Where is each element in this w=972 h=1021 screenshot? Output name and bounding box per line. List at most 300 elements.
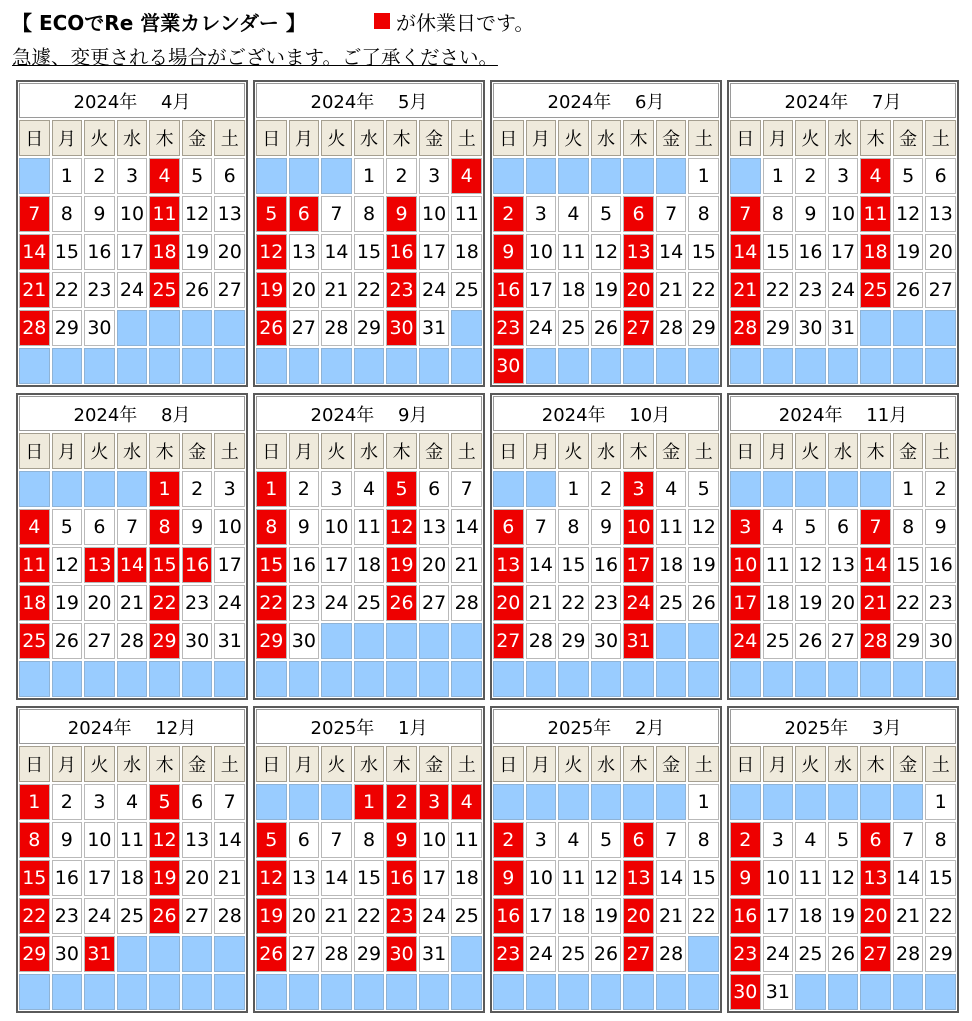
empty-cell [795,784,826,820]
empty-cell [493,974,524,1010]
day-cell: 22 [925,898,956,934]
empty-cell [925,348,956,384]
empty-cell [860,974,891,1010]
day-cell: 6 [289,822,320,858]
holiday-day-cell: 20 [623,272,654,308]
day-cell: 28 [117,623,148,659]
weekday-header: 水 [828,433,859,469]
day-cell: 9 [795,196,826,232]
holiday-day-cell: 26 [149,898,180,934]
weekday-header: 金 [419,120,450,156]
day-cell: 15 [52,234,83,270]
day-cell: 13 [925,196,956,232]
empty-cell [893,348,924,384]
day-cell: 21 [321,898,352,934]
holiday-day-cell: 26 [256,310,287,346]
empty-cell [289,661,320,697]
day-cell: 22 [558,585,589,621]
day-cell: 8 [763,196,794,232]
weekday-header: 火 [558,746,589,782]
empty-cell [256,158,287,194]
weekday-header: 木 [623,433,654,469]
holiday-day-cell: 17 [730,585,761,621]
empty-cell [763,471,794,507]
month-calendar [16,706,248,1013]
weekday-header: 土 [451,746,482,782]
day-cell: 5 [795,509,826,545]
day-cell: 10 [526,860,557,896]
holiday-day-cell: 13 [84,547,115,583]
empty-cell [256,784,287,820]
weekday-header: 日 [730,120,761,156]
empty-cell [451,348,482,384]
day-cell: 22 [893,585,924,621]
day-cell: 8 [52,196,83,232]
empty-cell [925,661,956,697]
day-cell: 22 [52,272,83,308]
empty-cell [182,936,213,972]
empty-cell [493,471,524,507]
holiday-day-cell: 12 [149,822,180,858]
holiday-day-cell: 7 [730,196,761,232]
empty-cell [386,974,417,1010]
empty-cell [828,784,859,820]
day-cell: 3 [214,471,245,507]
day-cell: 15 [688,234,719,270]
empty-cell [214,974,245,1010]
empty-cell [730,784,761,820]
empty-cell [656,158,687,194]
empty-cell [828,471,859,507]
day-cell: 29 [893,623,924,659]
weekday-header: 金 [656,746,687,782]
day-grid [729,432,957,698]
title-row [12,4,306,38]
month-title: 2025年 3月 [730,709,956,744]
weekday-header: 土 [925,120,956,156]
day-cell: 14 [526,547,557,583]
empty-cell [84,661,115,697]
day-cell: 12 [182,196,213,232]
empty-cell [117,661,148,697]
empty-cell [763,348,794,384]
day-cell: 31 [419,936,450,972]
day-cell: 25 [451,272,482,308]
holiday-day-cell: 31 [84,936,115,972]
day-cell: 7 [214,784,245,820]
weekday-header: 火 [84,120,115,156]
holiday-day-cell: 26 [256,936,287,972]
day-cell: 17 [321,547,352,583]
weekday-header: 日 [19,433,50,469]
holiday-day-cell: 29 [149,623,180,659]
day-cell: 3 [321,471,352,507]
empty-cell [558,974,589,1010]
empty-cell [656,784,687,820]
day-cell: 24 [419,272,450,308]
empty-cell [795,348,826,384]
day-cell: 23 [52,898,83,934]
holiday-day-cell: 24 [623,585,654,621]
holiday-day-cell: 4 [451,158,482,194]
empty-cell [526,661,557,697]
weekday-header: 木 [623,120,654,156]
empty-cell [149,348,180,384]
day-cell: 8 [354,196,385,232]
weekday-header: 月 [763,120,794,156]
day-cell: 25 [451,898,482,934]
day-cell: 1 [354,158,385,194]
day-cell: 22 [688,898,719,934]
empty-cell [730,471,761,507]
day-cell: 29 [354,936,385,972]
day-cell: 14 [321,860,352,896]
day-cell: 13 [182,822,213,858]
day-cell: 19 [591,272,622,308]
empty-cell [84,974,115,1010]
day-cell: 13 [289,860,320,896]
weekday-header: 月 [763,433,794,469]
weekday-header: 金 [419,746,450,782]
holiday-day-cell: 14 [730,234,761,270]
holiday-legend-swatch [374,13,390,29]
day-cell: 17 [526,898,557,934]
day-cell: 31 [828,310,859,346]
day-cell: 27 [84,623,115,659]
day-cell: 20 [214,234,245,270]
day-cell: 29 [354,310,385,346]
empty-cell [117,310,148,346]
day-cell: 15 [354,860,385,896]
day-cell: 5 [591,822,622,858]
empty-cell [52,974,83,1010]
day-cell: 25 [117,898,148,934]
day-cell: 26 [893,272,924,308]
day-cell: 15 [688,860,719,896]
day-cell: 11 [763,547,794,583]
weekday-header: 水 [591,120,622,156]
holiday-day-cell: 19 [386,547,417,583]
day-cell: 30 [289,623,320,659]
month-calendar [727,80,959,387]
weekday-header: 木 [386,120,417,156]
empty-cell [656,348,687,384]
day-cell: 1 [558,471,589,507]
weekday-header: 土 [451,120,482,156]
day-cell: 31 [763,974,794,1010]
day-cell: 22 [354,898,385,934]
empty-cell [182,974,213,1010]
holiday-day-cell: 30 [386,310,417,346]
empty-cell [688,623,719,659]
day-grid [255,119,483,385]
day-cell: 20 [419,547,450,583]
day-cell: 10 [763,860,794,896]
weekday-header: 金 [656,433,687,469]
day-cell: 4 [117,784,148,820]
day-cell: 5 [591,196,622,232]
holiday-day-cell: 13 [623,234,654,270]
holiday-day-cell: 6 [623,196,654,232]
holiday-day-cell: 23 [730,936,761,972]
holiday-day-cell: 20 [860,898,891,934]
day-cell: 3 [526,196,557,232]
holiday-day-cell: 23 [386,898,417,934]
weekday-header: 日 [256,746,287,782]
empty-cell [860,471,891,507]
day-cell: 17 [419,234,450,270]
empty-cell [688,936,719,972]
empty-cell [493,158,524,194]
month-title: 2024年 5月 [256,83,482,118]
day-cell: 9 [84,196,115,232]
empty-cell [828,974,859,1010]
empty-cell [256,974,287,1010]
empty-cell [526,974,557,1010]
day-cell: 27 [419,585,450,621]
month-calendar [253,80,485,387]
empty-cell [591,784,622,820]
empty-cell [526,348,557,384]
day-cell: 18 [656,547,687,583]
holiday-day-cell: 27 [623,936,654,972]
holiday-day-cell: 25 [19,623,50,659]
day-cell: 23 [289,585,320,621]
weekday-header: 土 [214,746,245,782]
day-cell: 24 [526,310,557,346]
day-grid [729,745,957,1011]
empty-cell [763,661,794,697]
day-cell: 12 [591,860,622,896]
holiday-day-cell: 1 [149,471,180,507]
day-cell: 14 [451,509,482,545]
day-cell: 16 [289,547,320,583]
day-cell: 12 [893,196,924,232]
weekday-header: 日 [19,746,50,782]
weekday-header: 水 [117,433,148,469]
empty-cell [493,784,524,820]
empty-cell [893,974,924,1010]
day-cell: 28 [656,936,687,972]
day-cell: 27 [214,272,245,308]
weekday-header: 土 [451,433,482,469]
day-cell: 11 [558,234,589,270]
holiday-day-cell: 7 [860,509,891,545]
day-cell: 1 [925,784,956,820]
empty-cell [19,348,50,384]
weekday-header: 月 [289,433,320,469]
day-grid [255,745,483,1011]
holiday-day-cell: 23 [493,310,524,346]
day-cell: 16 [84,234,115,270]
month-calendar [490,393,722,700]
weekday-header: 月 [52,433,83,469]
holiday-day-cell: 25 [149,272,180,308]
day-cell: 10 [419,822,450,858]
day-cell: 1 [763,158,794,194]
holiday-day-cell: 12 [386,509,417,545]
empty-cell [354,623,385,659]
holiday-day-cell: 13 [860,860,891,896]
holiday-day-cell: 14 [117,547,148,583]
day-cell: 17 [526,272,557,308]
weekday-header: 水 [828,746,859,782]
empty-cell [289,974,320,1010]
day-cell: 11 [354,509,385,545]
day-cell: 1 [688,158,719,194]
holiday-day-cell: 14 [19,234,50,270]
empty-cell [451,623,482,659]
month-calendar [490,80,722,387]
day-cell: 19 [795,585,826,621]
empty-cell [623,784,654,820]
holiday-day-cell: 19 [256,272,287,308]
empty-cell [182,310,213,346]
empty-cell [526,158,557,194]
day-cell: 20 [182,860,213,896]
holiday-day-cell: 23 [386,272,417,308]
holiday-day-cell: 20 [623,898,654,934]
weekday-header: 木 [386,433,417,469]
day-cell: 8 [925,822,956,858]
holiday-day-cell: 1 [256,471,287,507]
day-cell: 9 [52,822,83,858]
day-cell: 7 [451,471,482,507]
weekday-header: 金 [182,746,213,782]
weekday-header: 金 [419,433,450,469]
weekday-header: 火 [795,433,826,469]
holiday-day-cell: 3 [730,509,761,545]
empty-cell [182,348,213,384]
day-cell: 27 [828,623,859,659]
holiday-day-cell: 20 [493,585,524,621]
empty-cell [117,974,148,1010]
empty-cell [526,784,557,820]
weekday-header: 水 [354,120,385,156]
holiday-day-cell: 22 [19,898,50,934]
day-cell: 4 [558,196,589,232]
empty-cell [419,348,450,384]
holiday-day-cell: 14 [860,547,891,583]
empty-cell [623,158,654,194]
holiday-day-cell: 3 [419,784,450,820]
holiday-day-cell: 29 [256,623,287,659]
empty-cell [591,158,622,194]
day-cell: 28 [893,936,924,972]
month-title: 2024年 7月 [730,83,956,118]
month-calendar [253,393,485,700]
holiday-day-cell: 3 [623,471,654,507]
weekday-header: 月 [52,120,83,156]
weekday-header: 木 [860,433,891,469]
day-cell: 17 [214,547,245,583]
day-cell: 19 [688,547,719,583]
empty-cell [214,310,245,346]
day-cell: 8 [354,822,385,858]
weekday-header: 月 [526,746,557,782]
day-cell: 31 [419,310,450,346]
day-cell: 10 [321,509,352,545]
holiday-day-cell: 8 [149,509,180,545]
day-cell: 5 [52,509,83,545]
empty-cell [214,348,245,384]
day-cell: 26 [828,936,859,972]
day-cell: 15 [893,547,924,583]
day-cell: 3 [419,158,450,194]
day-cell: 7 [656,822,687,858]
empty-cell [214,936,245,972]
weekday-header: 月 [763,746,794,782]
day-grid [18,432,246,698]
empty-cell [893,784,924,820]
day-cell: 17 [117,234,148,270]
day-cell: 26 [795,623,826,659]
empty-cell [893,661,924,697]
weekday-header: 日 [493,120,524,156]
empty-cell [828,661,859,697]
weekday-header: 土 [214,433,245,469]
holiday-day-cell: 19 [149,860,180,896]
day-cell: 18 [558,272,589,308]
holiday-day-cell: 15 [19,860,50,896]
empty-cell [795,974,826,1010]
holiday-day-cell: 9 [493,234,524,270]
day-cell: 21 [117,585,148,621]
empty-cell [558,158,589,194]
holiday-day-cell: 12 [256,860,287,896]
holiday-day-cell: 5 [256,822,287,858]
holiday-day-cell: 11 [860,196,891,232]
empty-cell [795,471,826,507]
day-cell: 13 [419,509,450,545]
empty-cell [860,661,891,697]
day-cell: 10 [419,196,450,232]
holiday-day-cell: 6 [860,822,891,858]
empty-cell [688,661,719,697]
month-calendar [16,80,248,387]
day-cell: 22 [688,272,719,308]
empty-cell [763,784,794,820]
day-cell: 13 [214,196,245,232]
holiday-day-cell: 28 [860,623,891,659]
day-cell: 27 [925,272,956,308]
day-cell: 25 [656,585,687,621]
weekday-header: 木 [149,433,180,469]
day-cell: 4 [763,509,794,545]
day-cell: 20 [289,272,320,308]
empty-cell [289,158,320,194]
day-cell: 4 [558,822,589,858]
holiday-day-cell: 15 [149,547,180,583]
day-cell: 29 [925,936,956,972]
holiday-day-cell: 23 [493,936,524,972]
weekday-header: 火 [321,120,352,156]
month-title: 2024年 11月 [730,396,956,431]
day-cell: 13 [828,547,859,583]
holiday-day-cell: 9 [730,860,761,896]
holiday-day-cell: 16 [493,272,524,308]
day-cell: 12 [828,860,859,896]
day-cell: 5 [688,471,719,507]
day-cell: 18 [354,547,385,583]
empty-cell [19,974,50,1010]
day-cell: 15 [558,547,589,583]
holiday-day-cell: 24 [730,623,761,659]
day-cell: 20 [84,585,115,621]
empty-cell [149,661,180,697]
day-cell: 23 [795,272,826,308]
day-cell: 12 [52,547,83,583]
